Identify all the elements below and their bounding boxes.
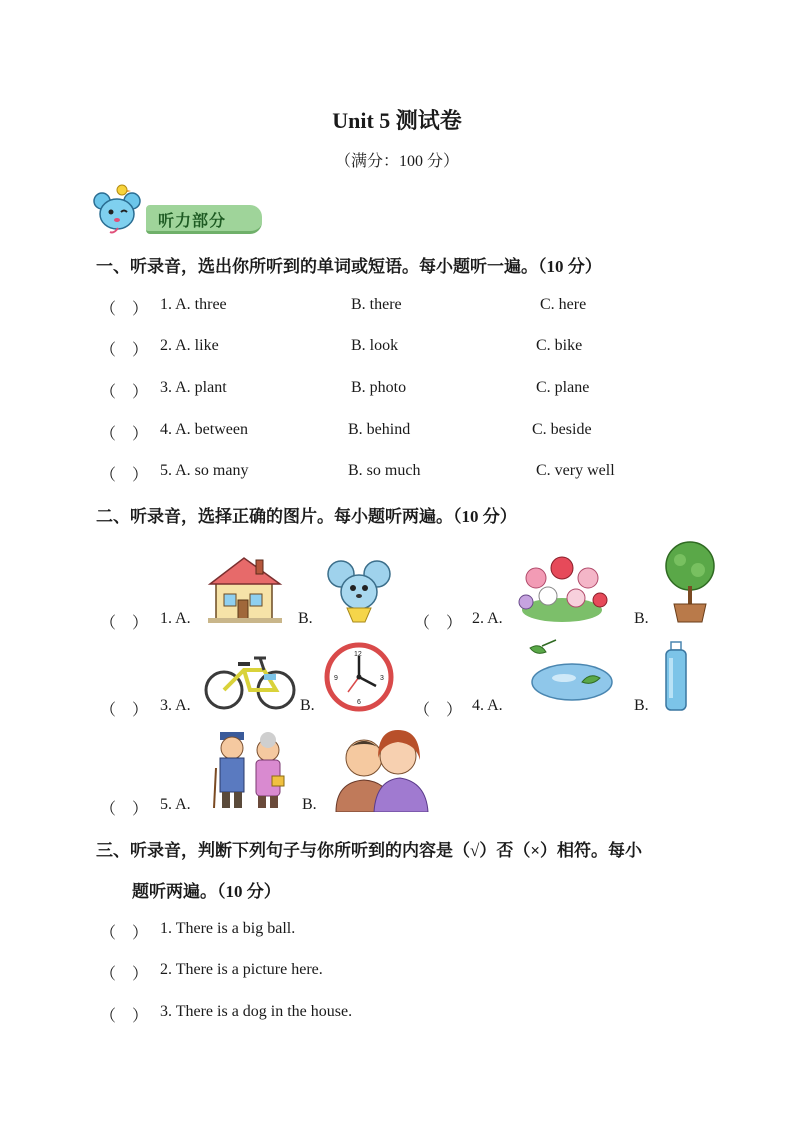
s1-item4-a: 4. A. between	[160, 421, 248, 438]
grandparents-icon	[208, 728, 292, 812]
s2-paren-2: （ ）	[414, 615, 463, 632]
s2-item4-a: 4. A.	[472, 697, 503, 714]
s1-item5-b: B. so much	[348, 462, 421, 479]
section1-heading: 一、听录音，选出你所听到的单词或短语。每小题听一遍。（10 分）	[96, 257, 602, 276]
parents-icon	[330, 728, 430, 812]
s1-paren-1: （ ）	[100, 301, 149, 318]
listening-banner	[92, 184, 268, 234]
banner-label: 听力部分	[158, 211, 227, 230]
s2-item1-b: B.	[298, 610, 313, 627]
s1-item1-a: 1. A. three	[160, 296, 227, 313]
bike-icon	[204, 648, 296, 712]
section3-heading-line2: 题听两遍。（10 分）	[132, 882, 281, 901]
s1-item2-c: C. bike	[536, 337, 583, 354]
svg-text:9: 9	[334, 675, 338, 682]
svg-text:3: 3	[380, 675, 384, 682]
s1-item1-b: B. there	[351, 296, 402, 313]
s2-paren-3: （ ）	[100, 702, 149, 719]
s1-paren-2: （ ）	[100, 342, 149, 359]
s1-item2-b: B. look	[351, 337, 399, 354]
section3-heading-line1: 三、听录音，判断下列句子与你所听到的内容是（√）否（×）相符。每小	[96, 841, 643, 860]
house-icon	[206, 552, 284, 624]
water-pond-icon	[522, 638, 614, 710]
s1-item3-b: B. photo	[351, 379, 407, 396]
s1-item3-a: 3. A. plant	[160, 379, 227, 396]
clock-icon	[324, 642, 394, 712]
full-score: （满分：100 分）	[334, 153, 459, 170]
s1-item4-b: B. behind	[348, 421, 411, 438]
s1-item4-c: C. beside	[532, 421, 592, 438]
s1-item5-c: C. very well	[536, 462, 615, 479]
water-bottle-icon	[662, 640, 690, 712]
potted-tree-icon	[662, 540, 718, 626]
s2-item2-a: 2. A.	[472, 610, 503, 627]
s3-item2: 2. There is a picture here.	[160, 961, 323, 978]
s2-item4-b: B.	[634, 697, 649, 714]
s1-paren-5: （ ）	[100, 467, 149, 484]
s2-item1-a: 1. A.	[160, 610, 191, 627]
s1-item5-a: 5. A. so many	[160, 462, 249, 479]
section2-heading: 二、听录音，选择正确的图片。每小题听两遍。（10 分）	[96, 507, 517, 526]
s1-paren-4: （ ）	[100, 426, 149, 443]
s3-paren-2: （ ）	[100, 966, 149, 983]
s3-item3: 3. There is a dog in the house.	[160, 1003, 353, 1020]
mouse-mascot-icon	[92, 184, 152, 234]
s2-item2-b: B.	[634, 610, 649, 627]
svg-text:12: 12	[354, 651, 362, 658]
s1-item2-a: 2. A. like	[160, 337, 219, 354]
s2-item3-a: 3. A.	[160, 697, 191, 714]
s3-paren-3: （ ）	[100, 1008, 149, 1025]
s1-item3-c: C. plane	[536, 379, 590, 396]
page-title: Unit 5 测试卷	[332, 108, 462, 133]
s1-item1-c: C. here	[540, 296, 587, 313]
s2-paren-1: （ ）	[100, 615, 149, 632]
s1-paren-3: （ ）	[100, 384, 149, 401]
s3-paren-1: （ ）	[100, 925, 149, 942]
s2-paren-5: （ ）	[100, 801, 149, 818]
s3-item1: 1. There is a big ball.	[160, 920, 296, 937]
s2-item3-b: B.	[300, 697, 315, 714]
svg-text:6: 6	[357, 699, 361, 706]
flowers-icon	[516, 548, 608, 626]
s2-paren-4: （ ）	[414, 702, 463, 719]
s2-item5-a: 5. A.	[160, 796, 191, 813]
s2-item5-b: B.	[302, 796, 317, 813]
mouse-icon	[325, 556, 393, 626]
